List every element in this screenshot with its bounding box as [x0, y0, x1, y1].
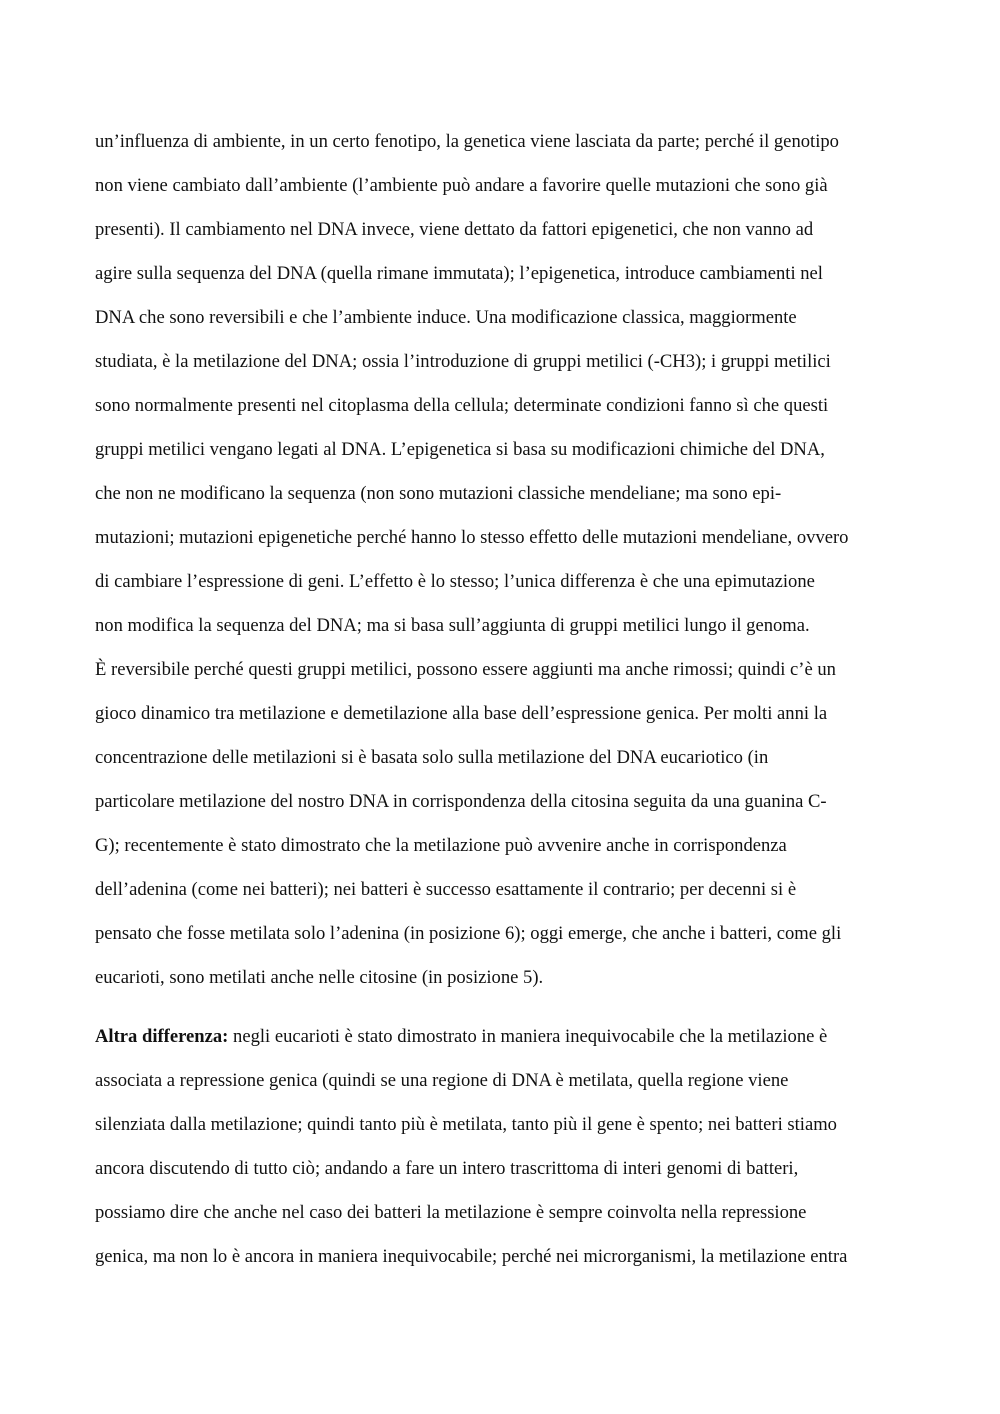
- text-line: silenziata dalla metilazione; quindi tanto più è metilata, tanto più il gene è spento; nei batteri stiamo: [95, 1114, 837, 1135]
- text-line: non modifica la sequenza del DNA; ma si basa sull’aggiunta di gruppi metilici lungo il genoma.: [95, 615, 810, 636]
- text-line: un’influenza di ambiente, in un certo fenotipo, la genetica viene lasciata da parte; perché il genotipo: [95, 131, 839, 152]
- text-line: ancora discutendo di tutto ciò; andando a fare un intero trascrittoma di interi genomi di batteri,: [95, 1158, 799, 1179]
- text-line: gruppi metilici vengano legati al DNA. L’epigenetica si basa su modificazioni chimiche del DNA,: [95, 439, 825, 460]
- text-line: concentrazione delle metilazioni si è basata solo sulla metilazione del DNA eucariotico (in: [95, 747, 769, 768]
- text-line: dell’adenina (come nei batteri); nei batteri è successo esattamente il contrario; per decenni si è: [95, 879, 797, 900]
- text-line: di cambiare l’espressione di geni. L’effetto è lo stesso; l’unica differenza è che una epimutazione: [95, 571, 815, 592]
- text-line: agire sulla sequenza del DNA (quella rimane immutata); l’epigenetica, introduce cambiamenti nel: [95, 263, 823, 284]
- text-line: pensato che fosse metilata solo l’adenina (in posizione 6); oggi emerge, che anche i batteri, come gli: [95, 923, 842, 944]
- text-line: particolare metilazione del nostro DNA in corrispondenza della citosina seguita da una guanina C-: [95, 791, 827, 812]
- text-line: [95, 1026, 827, 1048]
- text-line: sono normalmente presenti nel citoplasma della cellula; determinate condizioni fanno sì che questi: [95, 395, 829, 416]
- text-line: che non ne modificano la sequenza (non sono mutazioni classiche mendeliane; ma sono epi-: [95, 483, 782, 504]
- text-line: G); recentemente è stato dimostrato che la metilazione può avvenire anche in corrispondenza: [95, 835, 787, 856]
- bold-lead: Altra differenza:: [95, 1026, 229, 1047]
- text-line: DNA che sono reversibili e che l’ambiente induce. Una modificazione classica, maggiormente: [95, 307, 797, 328]
- text-line: presenti). Il cambiamento nel DNA invece, viene dettato da fattori epigenetici, che non vanno ad: [95, 219, 814, 240]
- text-line: mutazioni; mutazioni epigenetiche perché hanno lo stesso effetto delle mutazioni mendeliane, ovvero: [95, 527, 849, 548]
- text-line: eucarioti, sono metilati anche nelle citosine (in posizione 5).: [95, 967, 544, 988]
- text-line: studiata, è la metilazione del DNA; ossia l’introduzione di gruppi metilici (-CH3); i gruppi metilici: [95, 351, 831, 372]
- text-line: associata a repressione genica (quindi se una regione di DNA è metilata, quella regione viene: [95, 1070, 789, 1091]
- text-line: possiamo dire che anche nel caso dei batteri la metilazione è sempre coinvolta nella repressione: [95, 1202, 807, 1223]
- text-line-rest: negli eucarioti è stato dimostrato in maniera inequivocabile che la metilazione è: [228, 1026, 828, 1047]
- text-line: È reversibile perché questi gruppi metilici, possono essere aggiunti ma anche rimossi; quindi c’è un: [95, 659, 836, 680]
- text-line: genica, ma non lo è ancora in maniera inequivocabile; perché nei microrganismi, la metilazione entra: [95, 1246, 848, 1267]
- text-line: non viene cambiato dall’ambiente (l’ambiente può andare a favorire quelle mutazioni che sono già: [95, 175, 828, 196]
- text-line: gioco dinamico tra metilazione e demetilazione alla base dell’espressione genica. Per molti anni la: [95, 703, 828, 724]
